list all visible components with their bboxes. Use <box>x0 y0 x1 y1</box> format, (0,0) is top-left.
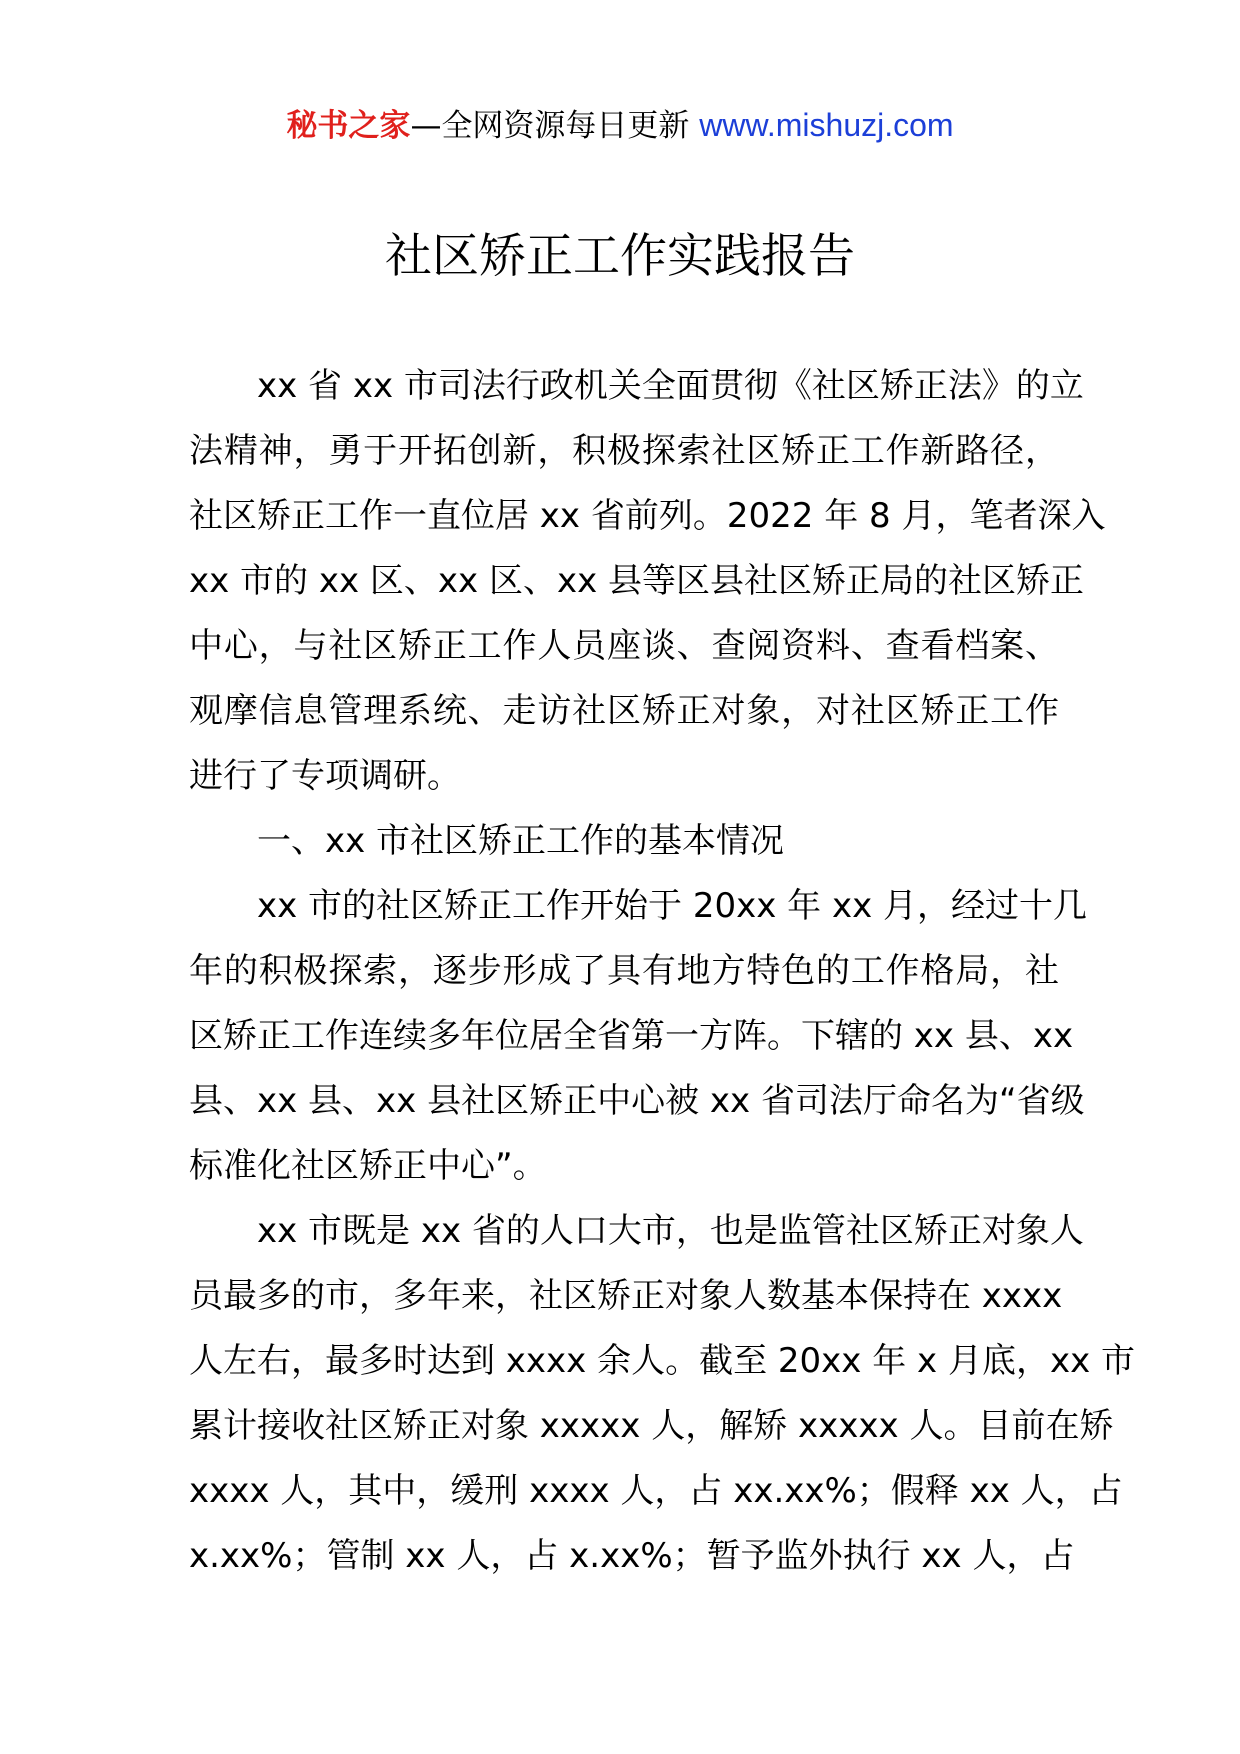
paragraph-line: 员最多的市，多年来，社区矫正对象人数基本保持在 xxxx <box>189 1276 1063 1316</box>
site-url-link[interactable]: www.mishuzj.com <box>699 107 954 143</box>
paragraph-line: xx 市既是 xx 省的人口大市，也是监管社区矫正对象人 <box>257 1211 1084 1251</box>
paragraph-line: xx 市的社区矫正工作开始于 20xx 年 xx 月，经过十几 <box>257 886 1088 926</box>
paragraph-line: 社区矫正工作一直位居 xx 省前列。2022 年 8 月，笔者深入 <box>189 496 1106 536</box>
paragraph-line: xx 市的 xx 区、xx 区、xx 县等区县社区矫正局的社区矫正 <box>189 561 1085 601</box>
paragraph-line: 观摩信息管理系统、走访社区矫正对象，对社区矫正工作 <box>189 691 1059 731</box>
brand-name: 秘书之家 <box>286 108 411 144</box>
paragraph-line: 区矫正工作连续多年位居全省第一方阵。下辖的 xx 县、xx <box>189 1016 1074 1056</box>
paragraph-line: 进行了专项调研。 <box>189 756 461 796</box>
site-header <box>0 103 1240 148</box>
paragraph-line: xx 省 xx 市司法行政机关全面贯彻《社区矫正法》的立 <box>257 366 1084 406</box>
paragraph-line: 人左右，最多时达到 xxxx 余人。截至 20xx 年 x 月底，xx 市 <box>189 1341 1136 1381</box>
paragraph-line: 法精神，勇于开拓创新，积极探索社区矫正工作新路径， <box>189 431 1059 471</box>
paragraph-line: x.xx%；管制 xx 人，占 x.xx%；暂予监外执行 xx 人，占 <box>189 1536 1075 1576</box>
paragraph-line: xxxx 人，其中，缓刑 xxxx 人，占 xx.xx%；假释 xx 人，占 <box>189 1471 1123 1511</box>
paragraph-line: 标准化社区矫正中心”。 <box>189 1146 547 1186</box>
paragraph-line: 县、xx 县、xx 县社区矫正中心被 xx 省司法厅命名为“省级 <box>189 1081 1085 1121</box>
document-title: 社区矫正工作实践报告 <box>385 229 855 284</box>
paragraph-line: 中心，与社区矫正工作人员座谈、查阅资料、查看档案、 <box>189 626 1059 666</box>
header-tagline: —全网资源每日更新 <box>410 108 700 144</box>
paragraph-line: 年的积极探索，逐步形成了具有地方特色的工作格局，社 <box>189 951 1059 991</box>
document-body <box>189 354 1136 1589</box>
paragraph-line: 累计接收社区矫正对象 xxxxx 人，解矫 xxxxx 人。目前在矫 <box>189 1406 1114 1446</box>
section-heading: 一、xx 市社区矫正工作的基本情况 <box>257 821 785 861</box>
